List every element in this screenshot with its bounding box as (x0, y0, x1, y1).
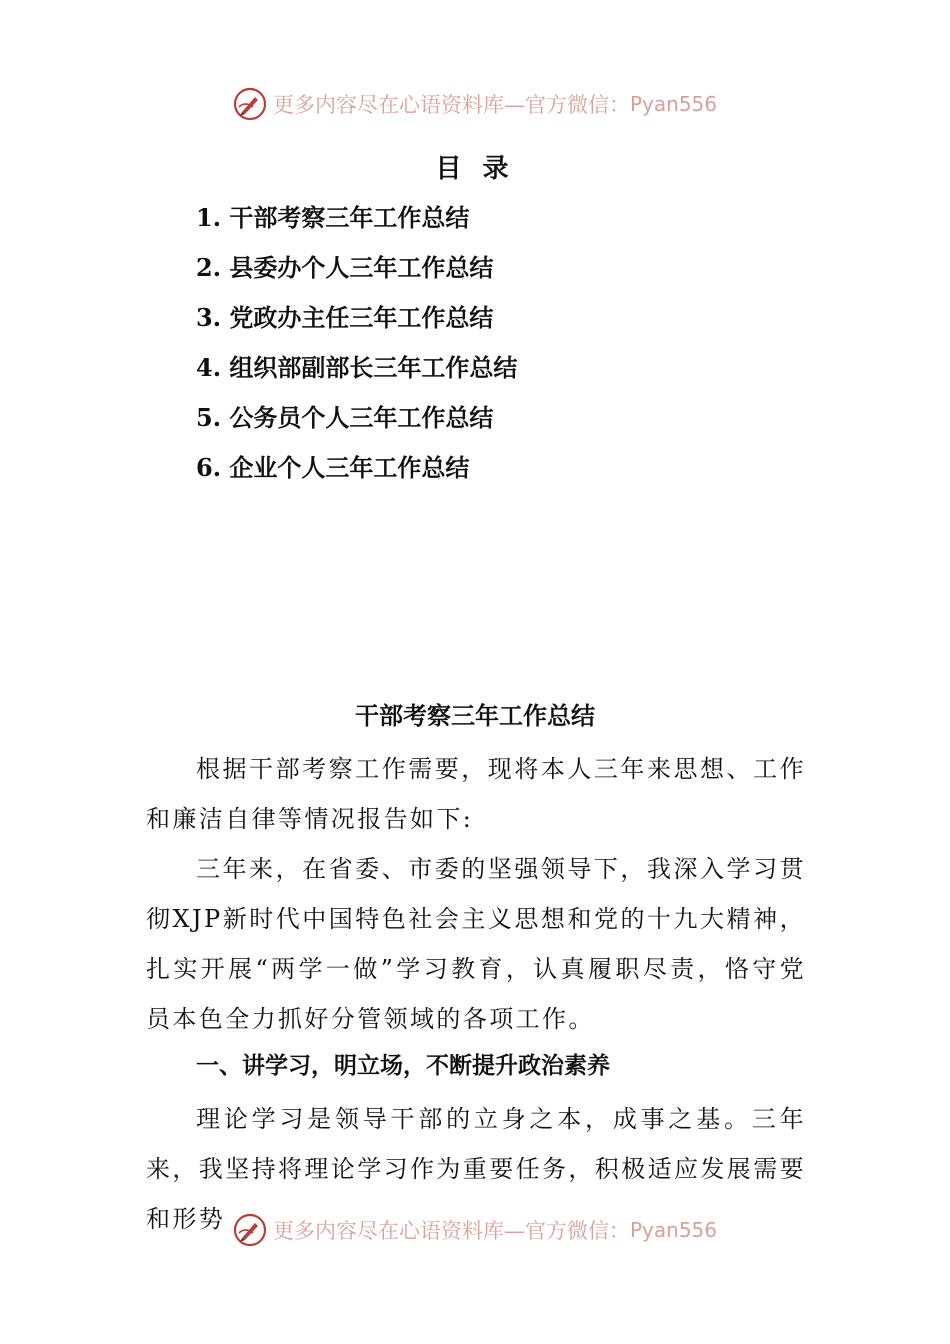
pen-logo-icon (233, 87, 267, 121)
toc-item[interactable]: 1. 干部考察三年工作总结 (196, 203, 470, 232)
watermark-wechat-id: Pyan556 (629, 1218, 717, 1242)
watermark-wechat-id: Pyan556 (629, 92, 717, 116)
watermark-text: 更多内容尽在心语资料库—官方微信： (272, 93, 630, 117)
watermark-footer (0, 1210, 950, 1250)
body-paragraph: 理论学习是领导干部的立身之本，成事之基。三年来，我坚持将理论学习作为重要任务，积极适应发展需要和形势 (146, 1105, 806, 1233)
body-paragraph: 根据干部考察工作需要，现将本人三年来思想、工作和廉洁自律等情况报告如下: (146, 755, 806, 833)
document-title: 干部考察三年工作总结 (355, 701, 595, 730)
toc-item[interactable]: 6. 企业个人三年工作总结 (196, 453, 470, 482)
toc-item[interactable]: 2. 县委办个人三年工作总结 (196, 253, 494, 282)
toc-item[interactable]: 4. 组织部副部长三年工作总结 (196, 353, 518, 382)
pen-logo-icon (233, 1213, 267, 1247)
watermark-header (0, 84, 950, 124)
toc-item[interactable]: 3. 党政办主任三年工作总结 (196, 303, 494, 332)
toc-item[interactable]: 5. 公务员个人三年工作总结 (196, 403, 494, 432)
toc-title: 目 录 (435, 154, 515, 184)
watermark-text: 更多内容尽在心语资料库—官方微信： (272, 1219, 630, 1243)
body-paragraph: 三年来，在省委、市委的坚强领导下，我深入学习贯彻XJP新时代中国特色社会主义思想和党的十九大精神，扎实开展“两学一做”学习教育，认真履职尽责，恪守党员本色全力抓好分管领域的各项工作。 (146, 855, 806, 1033)
section-heading: 一、讲学习，明立场，不断提升政治素养 (196, 1053, 610, 1079)
toc-list (196, 198, 517, 498)
